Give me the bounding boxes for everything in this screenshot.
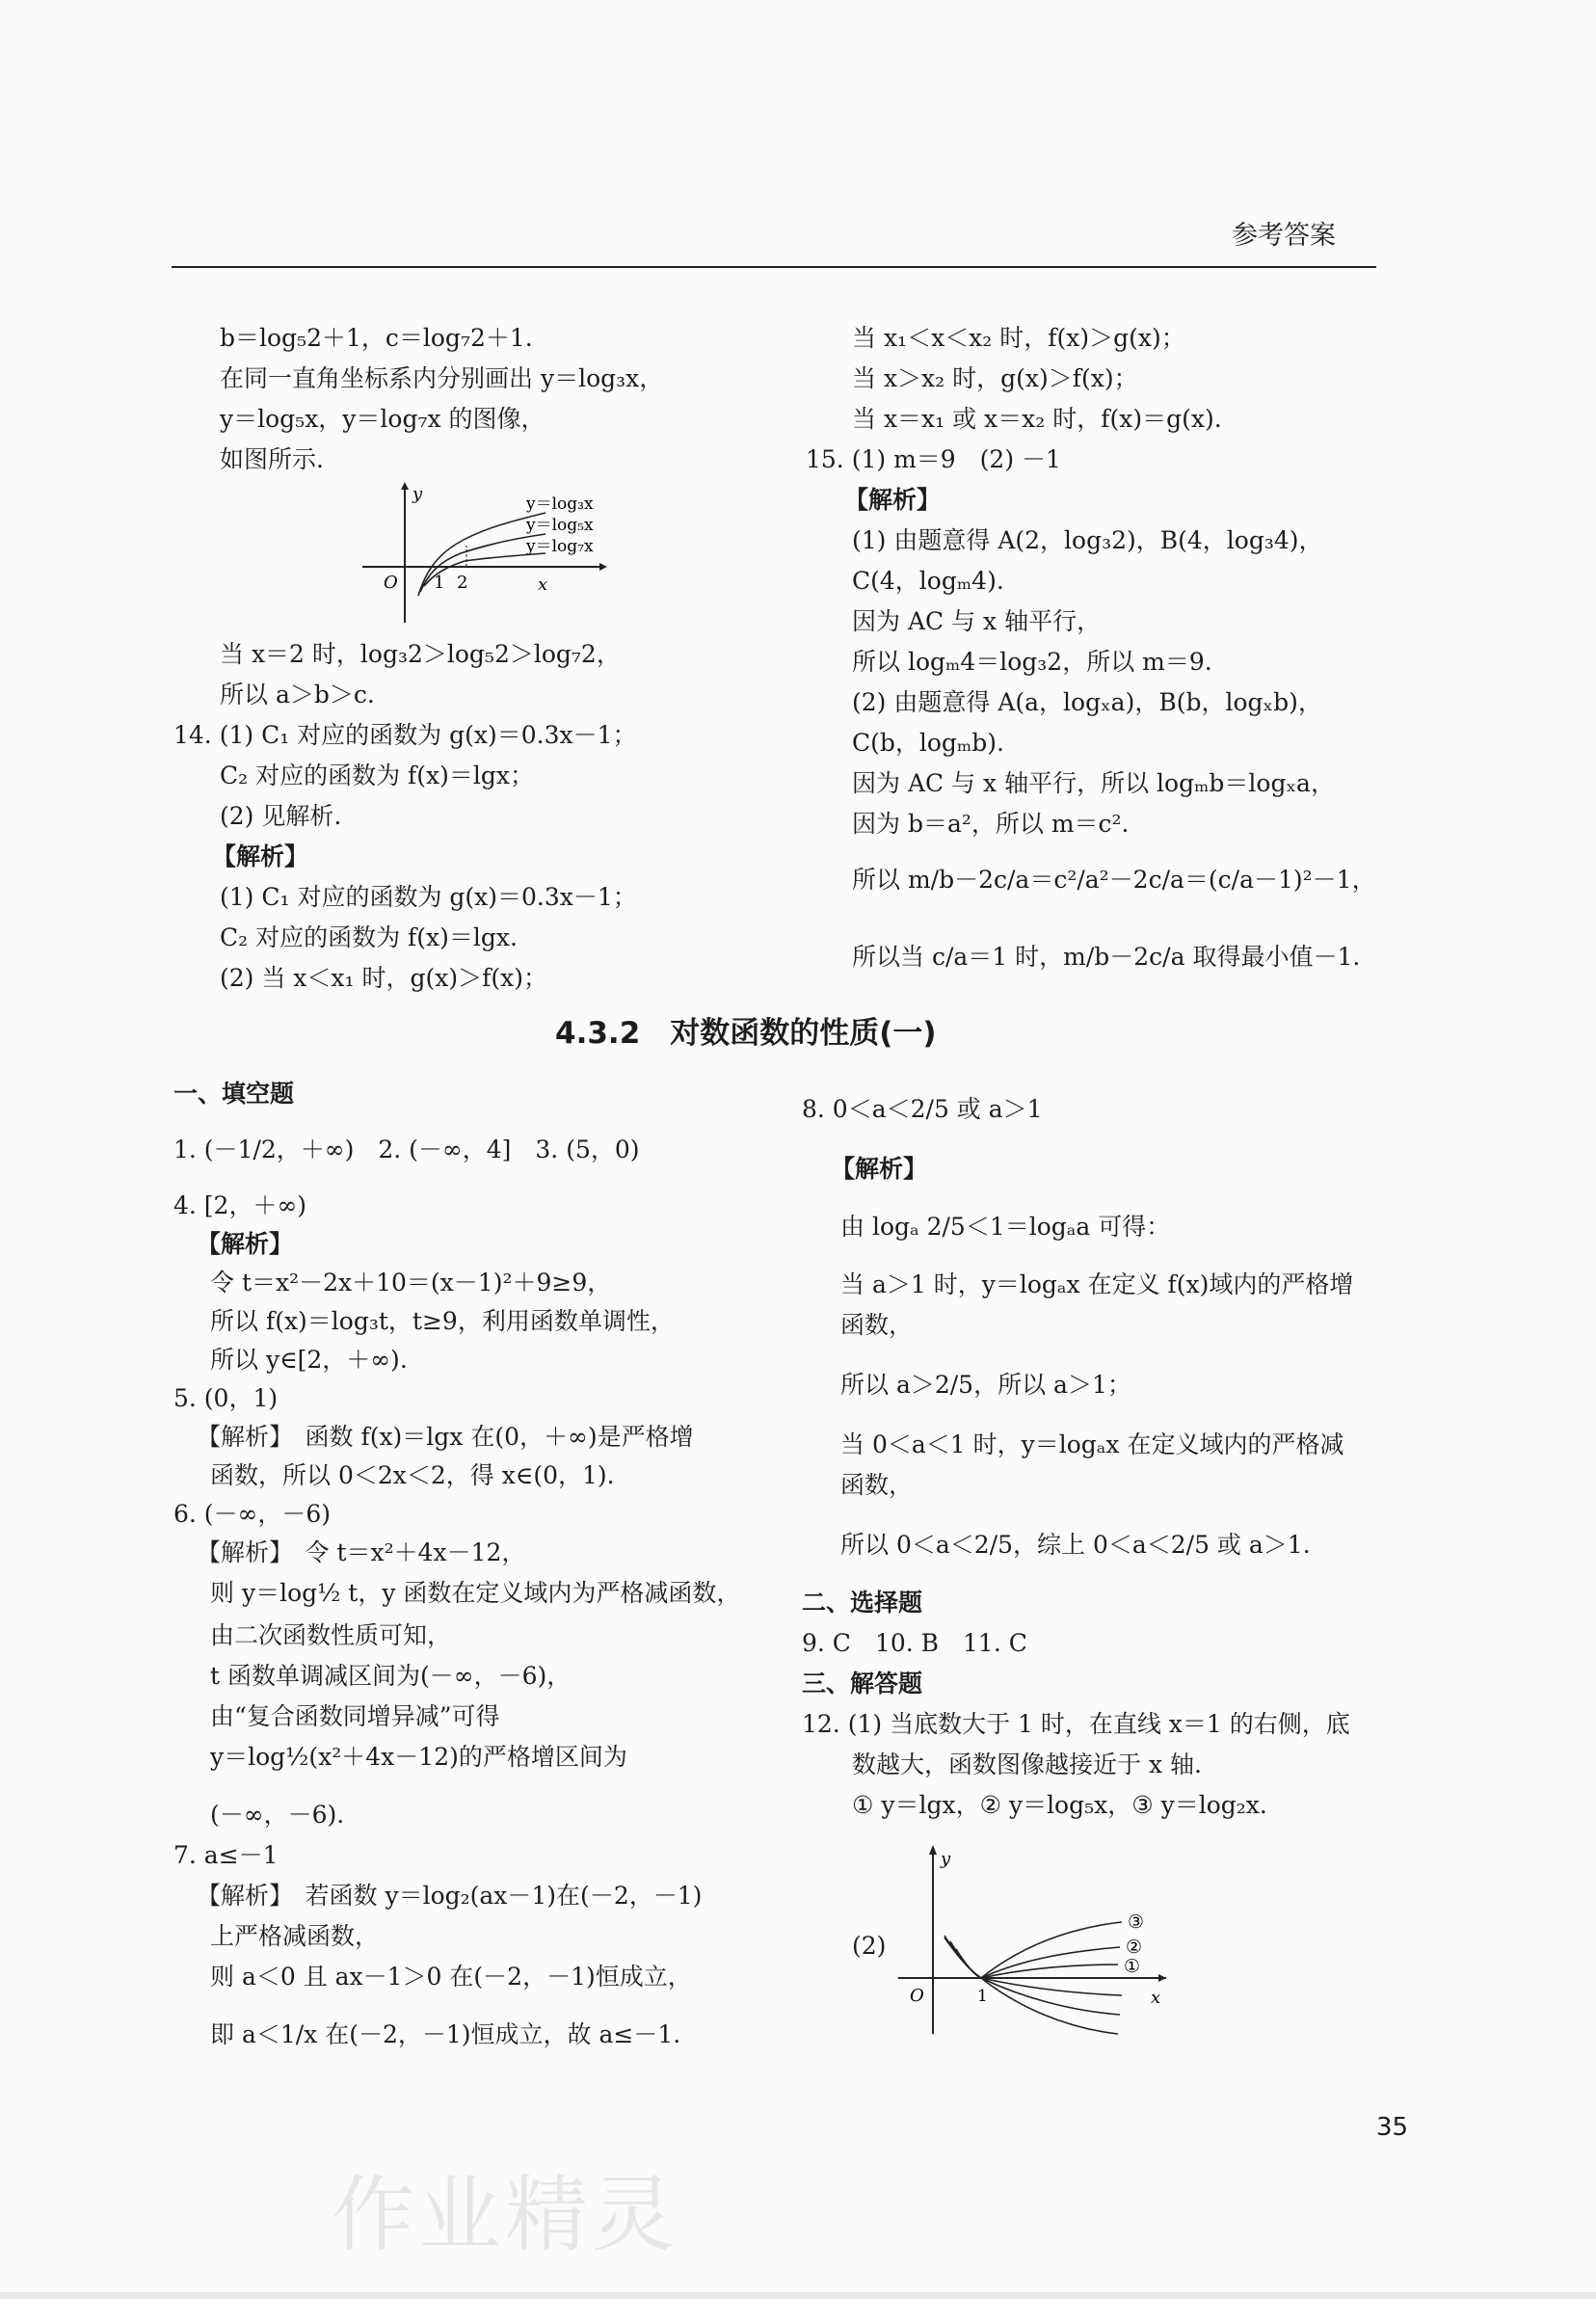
text-line: 当 x₁＜x＜x₂ 时，f(x)＞g(x)； — [852, 324, 1185, 352]
bottom-edge — [0, 2292, 1596, 2299]
text-line: 9. C 10. B 11. C — [802, 1629, 1027, 1657]
text-line: 【解析】 函数 f(x)＝lgx 在(0，＋∞)是严格增 — [197, 1423, 694, 1451]
text-line: 因为 AC 与 x 轴平行， — [852, 607, 1102, 635]
graph1-axis-x: x — [538, 575, 548, 595]
graph1-tick-1: 1 — [434, 573, 445, 593]
analysis-tag: 【解析】 — [831, 1155, 928, 1183]
text-line: C(4，logₘ4). — [852, 567, 1004, 595]
text-line: y＝log½(x²＋4x－12)的严格增区间为 — [210, 1743, 627, 1771]
text-line: 【解析】 令 t＝x²＋4x－12， — [197, 1538, 526, 1566]
text-line: 7. a≤－1 — [173, 1841, 279, 1869]
text-line: 1. (－1/2，＋∞) 2. (－∞，4] 3. (5，0) — [173, 1136, 640, 1163]
graph2-label-1: ① — [1124, 1956, 1141, 1977]
graph2-axis-y: y — [941, 1849, 951, 1869]
text-line: 在同一直角坐标系内分别画出 y＝log₃x， — [220, 364, 664, 392]
text-line: 当 x＝x₁ 或 x＝x₂ 时，f(x)＝g(x). — [852, 405, 1222, 433]
text-line: (2) 见解析. — [220, 802, 342, 830]
header-rule — [172, 266, 1376, 268]
text-line: (1) C₁ 对应的函数为 g(x)＝0.3x－1； — [220, 883, 637, 911]
analysis-tag: 【解析】 — [844, 486, 942, 514]
analysis-tag: 【解析】 — [197, 1230, 294, 1258]
graph1-origin: O — [384, 573, 398, 593]
text-line: 所以 y∈[2，＋∞). — [210, 1346, 408, 1374]
text-line: 由 logₐ 2/5＜1＝logₐa 可得： — [840, 1213, 1171, 1241]
text-line: (2) — [852, 1932, 887, 1960]
text-line: 上严格减函数， — [210, 1922, 380, 1950]
watermark: 作业精灵 — [332, 2167, 678, 2263]
graph2-label-2: ② — [1126, 1937, 1143, 1958]
text-line: C₂ 对应的函数为 f(x)＝lgx； — [220, 762, 535, 789]
graph2-origin: O — [910, 1986, 924, 2006]
graph1-axis-y: y — [412, 484, 423, 504]
text-line: y＝log₅x，y＝log₇x 的图像， — [220, 405, 545, 433]
text-line: 因为 b＝a²，所以 m＝c². — [852, 810, 1130, 838]
text-line: (－∞，－6). — [210, 1801, 345, 1829]
text-line: 6. (－∞，－6) — [173, 1500, 332, 1528]
text-line: 12. (1) 当底数大于 1 时，在直线 x＝1 的右侧，底 — [802, 1710, 1350, 1738]
text-line: 所以 a＞2/5，所以 a＞1； — [840, 1371, 1131, 1399]
text-line: 15. (1) m＝9 (2) －1 — [806, 445, 1061, 473]
text-line: ① y＝lgx，② y＝log₅x，③ y＝log₂x. — [852, 1791, 1267, 1819]
graph2-label-3: ③ — [1128, 1911, 1145, 1933]
text-line: 函数， — [840, 1311, 914, 1339]
text-line: 8. 0＜a＜2/5 或 a＞1 — [802, 1095, 1043, 1123]
text-line: 因为 AC 与 x 轴平行，所以 logₘb＝logₓa， — [852, 769, 1335, 797]
graph1-label-log7: y＝log₇x — [526, 537, 594, 556]
text-line: 函数， — [840, 1471, 914, 1499]
graph1-tick-2: 2 — [457, 573, 468, 593]
text-line: 则 y＝log½ t，y 函数在定义域内为严格减函数， — [210, 1579, 741, 1607]
text-line: 所以 logₘ4＝log₃2，所以 m＝9. — [852, 648, 1212, 676]
text-line: 函数，所以 0＜2x＜2，得 x∈(0，1). — [210, 1461, 615, 1489]
text-line: 由“复合函数同增异减”可得 — [210, 1702, 500, 1730]
text-line: 14. (1) C₁ 对应的函数为 g(x)＝0.3x－1； — [173, 721, 637, 749]
subsection-heading: 三、解答题 — [802, 1670, 923, 1698]
text-line: 5. (0，1) — [173, 1384, 279, 1412]
page-number: 35 — [1376, 2113, 1409, 2142]
text-line: t 函数单调减区间为(－∞，－6)， — [210, 1662, 572, 1690]
text-line: 则 a＜0 且 ax－1＞0 在(－2，－1)恒成立， — [210, 1963, 692, 1991]
graph1-label-log3: y＝log₃x — [526, 495, 594, 514]
graph1-label-log5: y＝log₅x — [526, 516, 594, 535]
text-line: 当 0＜a＜1 时，y＝logₐx 在定义域内的严格减 — [840, 1430, 1344, 1458]
section-title: 4.3.2 对数函数的性质(一) — [555, 1016, 937, 1051]
text-line: C₂ 对应的函数为 f(x)＝lgx. — [220, 923, 518, 951]
text-line: 当 x＝2 时，log₃2＞log₅2＞log₇2， — [220, 640, 621, 668]
subsection-heading: 一、填空题 — [173, 1080, 295, 1108]
text-line: 即 a＜1/x 在(－2，－1)恒成立，故 a≤－1. — [210, 2020, 681, 2048]
text-line: 所以 a＞b＞c. — [220, 681, 375, 708]
text-line: 【解析】 若函数 y＝log₂(ax－1)在(－2，－1) — [197, 1882, 703, 1910]
text-line: C(b，logₘb). — [852, 729, 1004, 757]
text-line: 所以当 c/a＝1 时，m/b－2c/a 取得最小值－1. — [852, 943, 1361, 971]
text-line: 数越大，函数图像越接近于 x 轴. — [852, 1751, 1202, 1778]
graph2-tick-1: 1 — [977, 1987, 988, 2006]
text-line: 由二次函数性质可知， — [210, 1621, 452, 1649]
text-line: 当 a＞1 时，y＝logₐx 在定义 f(x)域内的严格增 — [840, 1270, 1354, 1298]
text-line: 当 x＞x₂ 时，g(x)＞f(x)； — [852, 364, 1138, 392]
analysis-tag: 【解析】 — [212, 842, 309, 870]
text-line: 如图所示. — [220, 445, 324, 473]
text-line: 所以 m/b－2c/a＝c²/a²－2c/a＝(c/a－1)²－1， — [852, 866, 1376, 894]
header-title: 参考答案 — [1232, 221, 1336, 251]
graph2-axis-x: x — [1151, 1988, 1161, 2008]
log-graph-2 — [894, 1841, 1174, 2044]
text-line: b＝log₅2＋1，c＝log₇2＋1. — [220, 324, 533, 352]
text-line: (1) 由题意得 A(2，log₃2)，B(4，log₃4)， — [852, 526, 1323, 554]
text-line: 所以 0＜a＜2/5，综上 0＜a＜2/5 或 a＞1. — [840, 1531, 1311, 1559]
subsection-heading: 二、选择题 — [802, 1589, 923, 1617]
text-line: 所以 f(x)＝log₃t，t≥9，利用函数单调性， — [210, 1307, 675, 1335]
text-line: (2) 由题意得 A(a，logₓa)，B(b，logₓb)， — [852, 688, 1322, 716]
text-line: (2) 当 x＜x₁ 时，g(x)＞f(x)； — [220, 964, 547, 992]
text-line: 令 t＝x²－2x＋10＝(x－1)²＋9≥9， — [210, 1269, 612, 1297]
log-graph-1 — [357, 478, 607, 630]
text-line: 4. [2，＋∞) — [173, 1191, 307, 1219]
